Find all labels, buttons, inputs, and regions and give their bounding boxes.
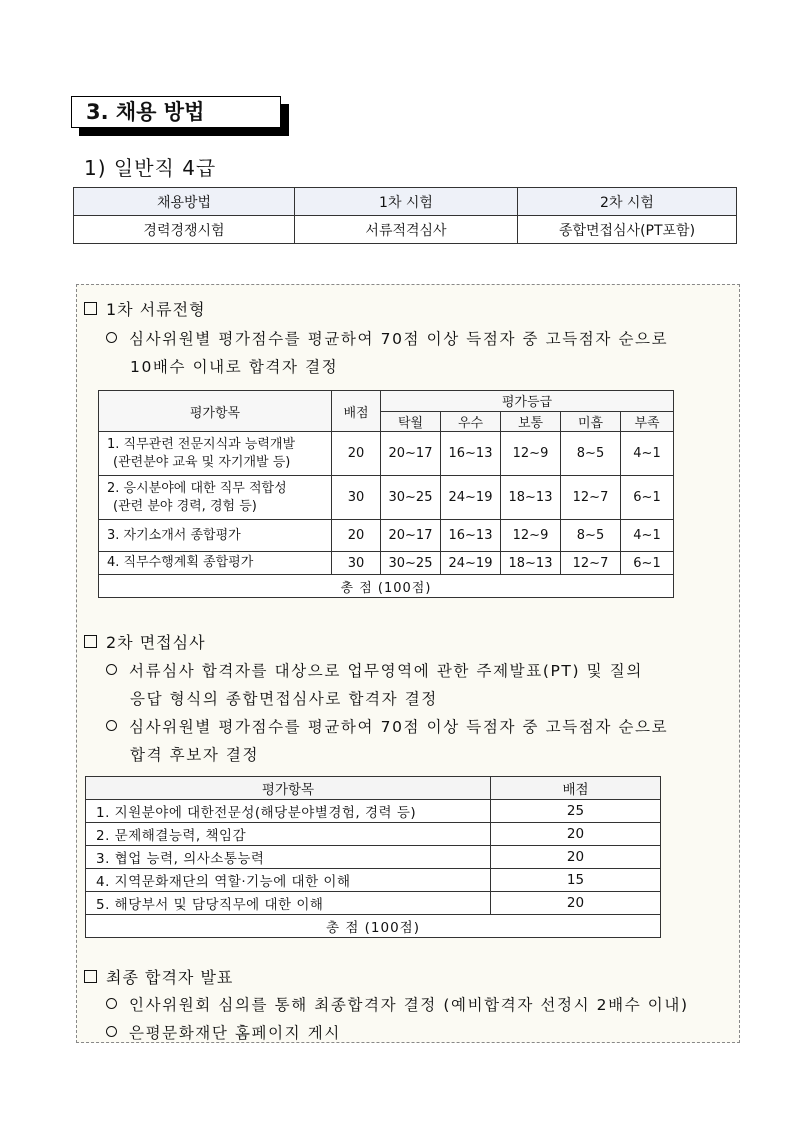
grade-header: 부족 xyxy=(621,411,674,432)
item-cell: 4. 지역문화재단의 역할·기능에 대한 이해 xyxy=(86,869,491,892)
header-second-exam: 2차 시험 xyxy=(518,188,737,216)
interview-table xyxy=(85,776,661,938)
bullet-text: 인사위원회 심의를 통해 최종합격자 결정 (예비합격자 선정시 2배수 이내) xyxy=(129,996,689,1014)
table-row xyxy=(99,552,674,575)
grade-cell: 16~13 xyxy=(441,520,501,552)
score-cell: 25 xyxy=(491,800,661,823)
cell-first-exam: 서류적격심사 xyxy=(295,216,518,244)
table-row xyxy=(86,869,661,892)
header-method: 채용방법 xyxy=(74,188,295,216)
section-3-bullet-1 xyxy=(106,991,689,1019)
document-screening-table xyxy=(98,390,674,598)
grade-cell: 4~1 xyxy=(621,520,674,552)
checkbox-square-icon xyxy=(84,302,97,315)
cell-second-exam: 종합면접심사(PT포함) xyxy=(518,216,737,244)
section-3-heading xyxy=(84,965,233,988)
item-cell xyxy=(99,476,332,520)
item-line: 2. 응시분야에 대한 직무 적합성 xyxy=(107,480,287,496)
score-cell: 20 xyxy=(491,823,661,846)
item-line: 1. 직무관련 전문지식과 능력개발 xyxy=(107,436,296,452)
table-row xyxy=(99,476,674,520)
bullet-text: 은평문화재단 홈페이지 게시 xyxy=(129,1024,341,1042)
circle-bullet-icon xyxy=(106,332,117,343)
grade-cell: 12~9 xyxy=(501,432,561,476)
table-total-row xyxy=(86,915,661,938)
grade-cell: 8~5 xyxy=(561,520,621,552)
grade-cell: 12~7 xyxy=(561,552,621,575)
score-cell: 15 xyxy=(491,869,661,892)
section-2-title: 2차 면접심사 xyxy=(106,633,206,652)
grade-header: 미흡 xyxy=(561,411,621,432)
score-cell: 30 xyxy=(332,552,381,575)
grade-cell: 24~19 xyxy=(441,476,501,520)
section-2-heading xyxy=(84,630,206,653)
grade-cell: 16~13 xyxy=(441,432,501,476)
checkbox-square-icon xyxy=(84,635,97,648)
grade-header: 탁월 xyxy=(381,411,441,432)
table-row xyxy=(74,216,737,244)
bullet-text-continued: 합격 후보자 결정 xyxy=(130,746,260,764)
header-score: 배점 xyxy=(332,391,381,432)
table-row xyxy=(99,520,674,552)
bullet-text-continued: 10배수 이내로 합격자 결정 xyxy=(130,358,339,376)
grade-cell: 24~19 xyxy=(441,552,501,575)
header-item: 평가항목 xyxy=(99,391,332,432)
grade-cell: 30~25 xyxy=(381,476,441,520)
score-cell: 20 xyxy=(332,520,381,552)
item-cell: 4. 직무수행계획 종합평가 xyxy=(99,552,332,575)
section-3-title: 최종 합격자 발표 xyxy=(106,968,234,987)
circle-bullet-icon xyxy=(106,720,117,731)
method-table xyxy=(73,187,737,244)
grade-cell: 4~1 xyxy=(621,432,674,476)
table-row xyxy=(86,823,661,846)
grade-cell: 12~7 xyxy=(561,476,621,520)
circle-bullet-icon xyxy=(106,1026,117,1037)
section-1-title: 1차 서류전형 xyxy=(106,300,206,319)
item-cell: 5. 해당부서 및 담당직무에 대한 이해 xyxy=(86,892,491,915)
header-item: 평가항목 xyxy=(86,777,491,800)
grade-cell: 18~13 xyxy=(501,552,561,575)
table-total-row xyxy=(99,575,674,598)
grade-cell: 8~5 xyxy=(561,432,621,476)
cell-method: 경력경쟁시험 xyxy=(74,216,295,244)
circle-bullet-icon xyxy=(106,998,117,1009)
grade-cell: 12~9 xyxy=(501,520,561,552)
grade-cell: 6~1 xyxy=(621,552,674,575)
table-row xyxy=(86,892,661,915)
heading-box xyxy=(71,96,289,136)
score-cell: 20 xyxy=(491,892,661,915)
item-cell xyxy=(99,432,332,476)
bullet-text-continued: 응답 형식의 종합면접심사로 합격자 결정 xyxy=(130,690,438,708)
total-cell: 총 점 (100점) xyxy=(99,575,674,598)
item-cell: 2. 문제해결능력, 책임감 xyxy=(86,823,491,846)
grade-cell: 18~13 xyxy=(501,476,561,520)
bullet-text: 서류심사 합격자를 대상으로 업무영역에 관한 주제발표(PT) 및 질의 xyxy=(129,662,643,680)
item-line: (관련분야 교육 및 자기개발 등) xyxy=(113,454,291,470)
checkbox-square-icon xyxy=(84,970,97,983)
total-cell: 총 점 (100점) xyxy=(86,915,661,938)
bullet-text: 심사위원별 평가점수를 평균하여 70점 이상 득점자 중 고득점자 순으로 xyxy=(129,718,669,736)
section-2-bullet-2 xyxy=(106,713,668,769)
score-cell: 20 xyxy=(491,846,661,869)
section-2-bullet-1 xyxy=(106,657,643,713)
header-first-exam: 1차 시험 xyxy=(295,188,518,216)
grade-cell: 20~17 xyxy=(381,520,441,552)
section-3-bullet-2 xyxy=(106,1019,341,1047)
section-1-bullet xyxy=(106,325,668,381)
grade-cell: 20~17 xyxy=(381,432,441,476)
page-title: 3. 채용 방법 xyxy=(71,96,281,128)
table-row xyxy=(99,432,674,476)
table-header-row xyxy=(86,777,661,800)
subheading: 1) 일반직 4급 xyxy=(84,156,217,180)
circle-bullet-icon xyxy=(106,664,117,675)
table-header-row xyxy=(74,188,737,216)
section-1-heading xyxy=(84,297,206,320)
grade-cell: 30~25 xyxy=(381,552,441,575)
header-grade: 평가등급 xyxy=(381,391,674,412)
bullet-text: 심사위원별 평가점수를 평균하여 70점 이상 득점자 중 고득점자 순으로 xyxy=(129,330,669,348)
item-line: (관련 분야 경력, 경험 등) xyxy=(113,498,257,514)
grade-header: 보통 xyxy=(501,411,561,432)
table-row xyxy=(86,800,661,823)
item-cell: 3. 협업 능력, 의사소통능력 xyxy=(86,846,491,869)
header-score: 배점 xyxy=(491,777,661,800)
table-row xyxy=(86,846,661,869)
table-header-row xyxy=(99,391,674,412)
item-cell: 1. 지원분야에 대한전문성(해당분야별경험, 경력 등) xyxy=(86,800,491,823)
grade-cell: 6~1 xyxy=(621,476,674,520)
score-cell: 30 xyxy=(332,476,381,520)
score-cell: 20 xyxy=(332,432,381,476)
grade-header: 우수 xyxy=(441,411,501,432)
item-cell: 3. 자기소개서 종합평가 xyxy=(99,520,332,552)
